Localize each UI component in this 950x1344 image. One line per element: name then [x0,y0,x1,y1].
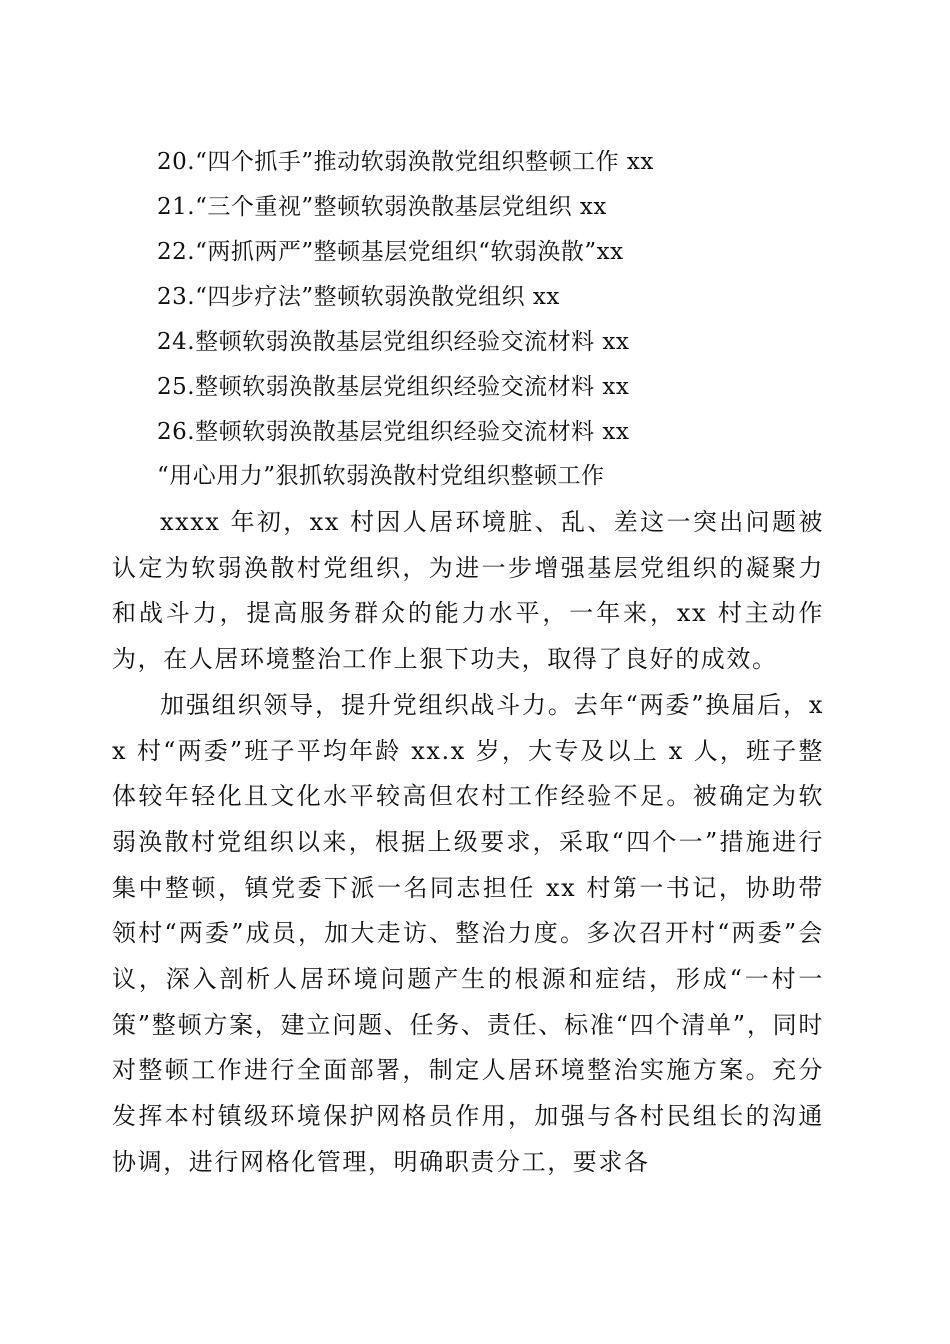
toc-item: 21.“三个重视”整顿软弱涣散基层党组织 xx [157,194,607,220]
toc-item: 26.整顿软弱涣散基层党组织经验交流材料 xx [157,419,630,445]
table-of-contents [157,140,837,455]
toc-item: 25.整顿软弱涣散基层党组织经验交流材料 xx [157,374,630,400]
body-paragraph: xxxx 年初，xx 村因人居环境脏、乱、差这一突出问题被认定为软弱涣散村党组织，为进一步增强基层党组织的凝聚力和战斗力，提高服务群众的能力水平，一年来，xx 村主动作为，在人居环境整治工作上狠下功夫，取得了良好的成效。 [112,508,824,674]
article-body [112,500,824,1186]
toc-item: 23.“四步疗法”整顿软弱涣散党组织 xx [157,284,560,310]
body-paragraph: 加强组织领导，提升党组织战斗力。去年“两委”换届后，xx 村“两委”班子平均年龄 xx.x 岁，大专及以上 x 人，班子整体较年轻化且文化水平较高但农村工作经验不足。被确定为软弱涣散村党组织以来，根据上级要求，采取“四个一”措施进行集中整顿，镇党委下派一名同志担任 xx 村第一书记，协助带领村“两委”成员，加大走访、整治力度。多次召开村“两委”会议，深入剖析人居环境问题产生的根源和症结，形成“一村一策”整顿方案，建立问题、任务、责任、标准“四个清单”，同时对整顿工作进行全面部署，制定人居环境整治实施方案。充分发挥本村镇级环境保护网格员作用，加强与各村民组长的沟通协调，进行网格化管理，明确职责分工，要求各 [112,690,824,1176]
toc-item: 24.整顿软弱涣散基层党组织经验交流材料 xx [157,329,630,355]
toc-item: 20.“四个抓手”推动软弱涣散党组织整顿工作 xx [157,149,654,175]
article-title: “用心用力”狠抓软弱涣散村党组织整顿工作 [157,463,605,489]
toc-item: 22.“两抓两严”整顿基层党组织“软弱涣散”xx [157,239,624,265]
